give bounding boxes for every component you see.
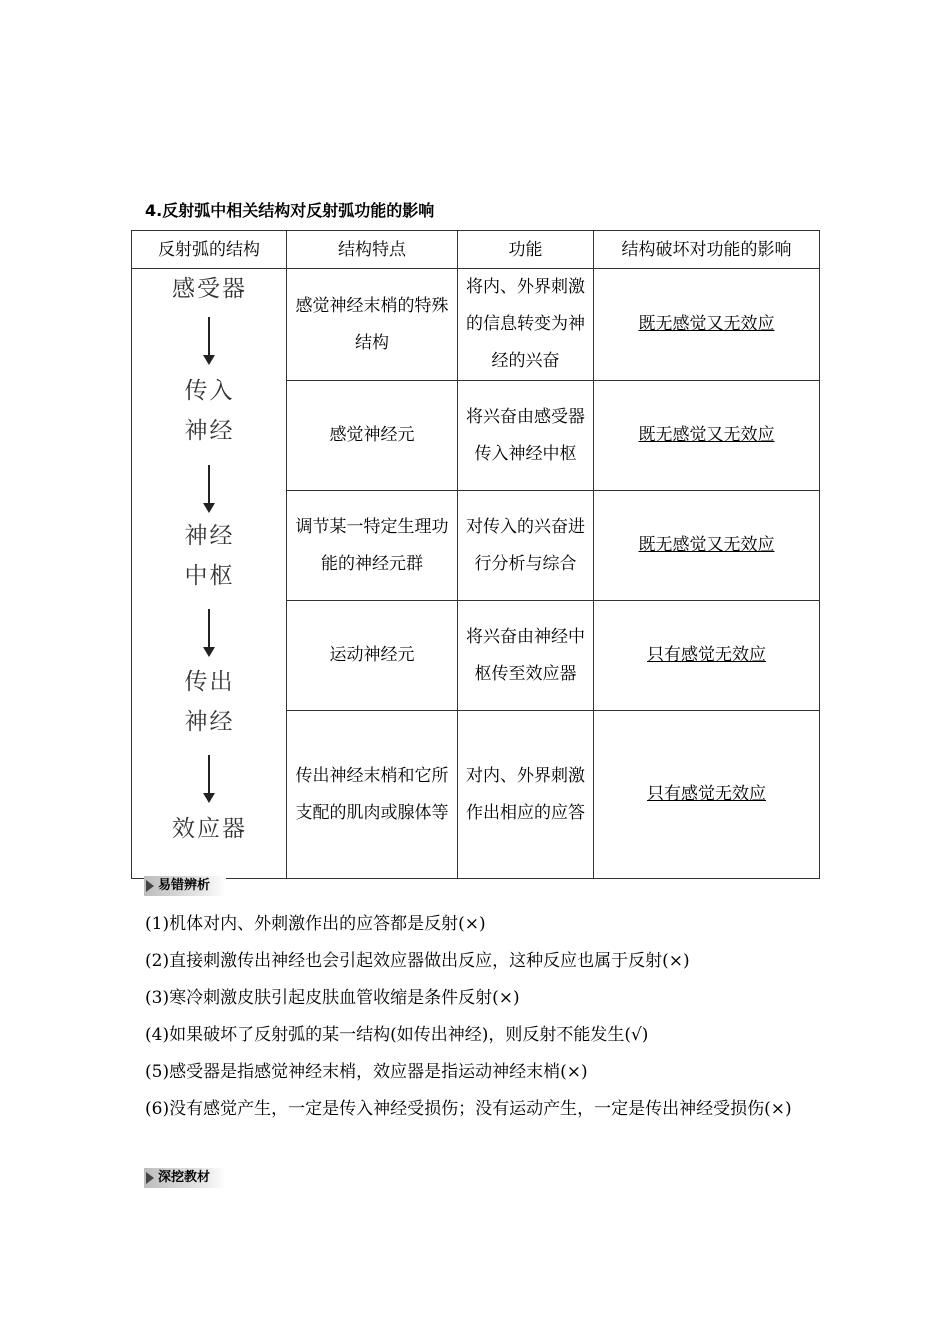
flow-center-line-1: 神经: [184, 523, 235, 549]
tag-common-errors: [144, 876, 226, 896]
row-effect: 既无感觉又无效应: [594, 491, 820, 601]
reflex-arc-table: [131, 230, 820, 879]
flow-efferent-line-1: 传出: [184, 669, 235, 695]
header-effect: 结构破坏对功能的影响: [594, 231, 820, 269]
tag-textbook: [144, 1168, 226, 1188]
tag-label: 深挖教材: [158, 1170, 211, 1185]
header-structure: 反射弧的结构: [132, 231, 287, 269]
statement-list: [145, 906, 825, 1128]
table-row: [132, 269, 820, 381]
down-arrow-icon: [203, 465, 215, 513]
flow-effector: 效应器: [172, 816, 247, 842]
row-function: 将兴奋由神经中枢传至效应器: [458, 601, 594, 711]
statement-item: (5)感受器是指感觉神经末梢，效应器是指运动神经末梢(×): [145, 1062, 588, 1082]
row-function: 将兴奋由感受器传入神经中枢: [458, 381, 594, 491]
flow-efferent-line-2: 神经: [184, 709, 235, 735]
row-effect: 既无感觉又无效应: [594, 269, 820, 381]
row-feature: 感觉神经末梢的特殊结构: [287, 269, 458, 381]
triangle-marker-icon: [146, 880, 154, 892]
row-function: 对传入的兴奋进行分析与综合: [458, 491, 594, 601]
down-arrow-icon: [203, 755, 215, 803]
flow-afferent-line-2: 神经: [184, 418, 235, 444]
row-feature: 调节某一特定生理功能的神经元群: [287, 491, 458, 601]
down-arrow-icon: [203, 609, 215, 657]
table-header-row: [132, 231, 820, 269]
statement-item: (4)如果破坏了反射弧的某一结构(如传出神经)，则反射不能发生(√): [145, 1025, 649, 1045]
statement-item: (2)直接刺激传出神经也会引起效应器做出反应，这种反应也属于反射(×): [145, 951, 690, 971]
row-feature: 运动神经元: [287, 601, 458, 711]
row-function: 将内、外界刺激的信息转变为神经的兴奋: [458, 269, 594, 381]
statement-item: (6)没有感觉产生，一定是传入神经受损伤；没有运动产生，一定是传出神经受损伤(×): [145, 1099, 792, 1119]
flow-afferent-line-1: 传入: [184, 378, 235, 404]
section-title: 4.反射弧中相关结构对反射弧功能的影响: [145, 201, 435, 220]
tag-label: 易错辨析: [158, 878, 211, 893]
flow-receptor: 感受器: [172, 276, 247, 302]
row-effect: 既无感觉又无效应: [594, 381, 820, 491]
row-effect: 只有感觉无效应: [594, 711, 820, 879]
header-feature: 结构特点: [287, 231, 458, 269]
header-function: 功能: [458, 231, 594, 269]
flow-center-line-2: 中枢: [184, 563, 235, 589]
reflex-arc-flow: [132, 269, 287, 876]
down-arrow-icon: [203, 317, 215, 365]
row-feature: 感觉神经元: [287, 381, 458, 491]
statement-item: (1)机体对内、外刺激作出的应答都是反射(×): [145, 914, 486, 934]
triangle-marker-icon: [146, 1172, 154, 1184]
row-effect: 只有感觉无效应: [594, 601, 820, 711]
row-function: 对内、外界刺激作出相应的应答: [458, 711, 594, 879]
row-feature: 传出神经末梢和它所支配的肌肉或腺体等: [287, 711, 458, 879]
statement-item: (3)寒冷刺激皮肤引起皮肤血管收缩是条件反射(×): [145, 988, 520, 1008]
reflex-arc-flow-cell: [132, 269, 287, 879]
